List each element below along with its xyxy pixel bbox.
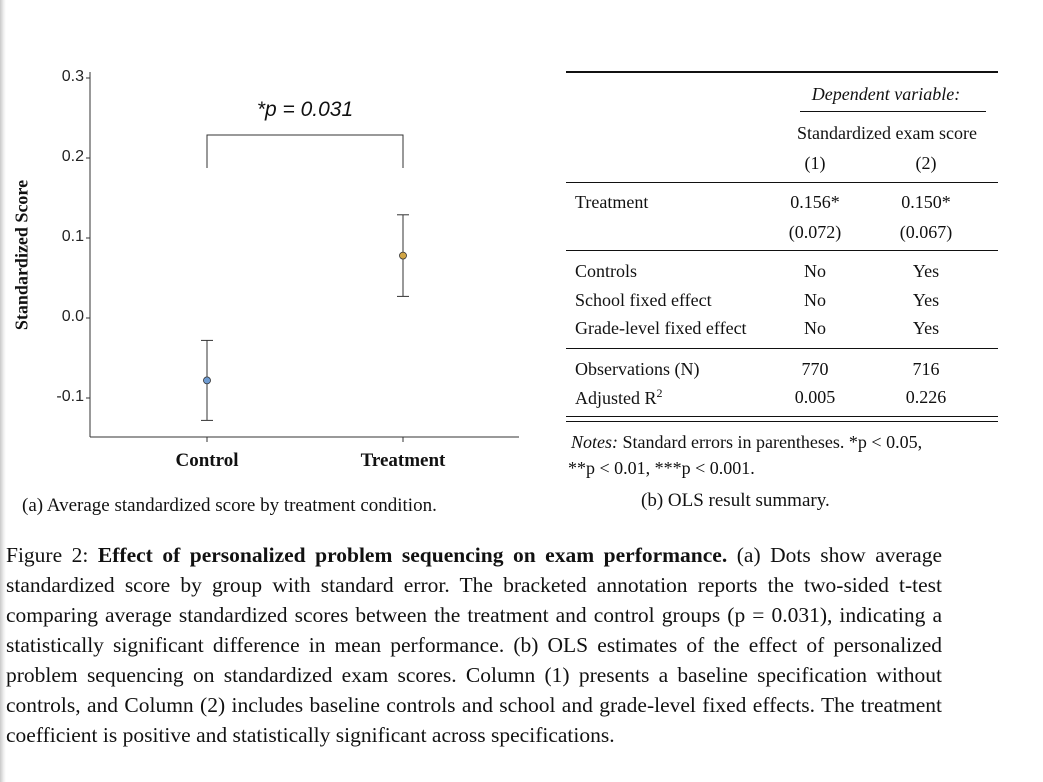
p-value-annotation: *p = 0.031 (256, 98, 354, 121)
dependent-variable-header: Dependent variable: (811, 84, 961, 104)
table-cell: 0.226 (905, 387, 947, 407)
table-cell: 0.005 (794, 387, 836, 407)
y-tick-label: -0.1 (56, 388, 84, 405)
table-bottom-rule-2 (566, 421, 998, 422)
notes-label: Notes: (571, 432, 618, 452)
table-cell: No (804, 261, 826, 281)
data-point-control (204, 377, 211, 384)
coef-value: 0.150* (901, 192, 951, 212)
table-cell: 770 (801, 359, 829, 379)
x-category-label: Treatment (360, 450, 446, 471)
row-label-grade-fe: Grade-level fixed effect (575, 318, 747, 338)
y-axis-label: Standardized Score (11, 179, 32, 331)
table-cell: Yes (912, 261, 940, 281)
caption-label: Figure 2: (6, 543, 89, 567)
figure-caption (6, 540, 942, 750)
adjusted-r-text: Adjusted R (575, 388, 657, 408)
row-label-observations: Observations (N) (575, 359, 700, 379)
controls-rule (566, 348, 998, 349)
dependent-variable-name: Standardized exam score (797, 123, 977, 143)
row-label-controls: Controls (575, 261, 638, 281)
table-cell: No (804, 290, 826, 310)
row-label-school-fe: School fixed effect (575, 290, 712, 310)
std-error-value: (0.067) (899, 222, 953, 242)
caption-body: (a) Dots show average standardized score by group with standard error. The bracketed annotation reports the two-sided t-test comparing average standardized scores between the treatment and control groups (p = 0.031), indicating a statistically significant difference in mean performance. (b) OLS estimates of the effect of personalized problem sequencing on standardized exam scores. Column (1) presents a baseline specification without controls, and Column (2) includes baseline controls and school and grade-level fixed effects. The treatment coefficient is positive and statistically significant across specifications. (6, 543, 943, 747)
std-error-value: (0.072) (788, 222, 842, 242)
y-tick-label: 0.0 (61, 308, 84, 325)
row-label-treatment: Treatment (575, 192, 649, 212)
header-rule (566, 182, 998, 183)
notes-text: Standard errors in parentheses. *p < 0.05, (622, 432, 923, 452)
chart-plot (0, 0, 560, 480)
table-top-rule (566, 71, 998, 73)
y-tick-label: 0.2 (61, 148, 84, 165)
table-cell: Yes (912, 290, 940, 310)
significance-bracket (207, 135, 403, 168)
coef-value: 0.156* (790, 192, 840, 212)
dep-var-underline (800, 111, 986, 112)
column-header: (2) (915, 153, 937, 173)
y-tick-label: 0.1 (61, 228, 84, 245)
r2-superscript: 2 (656, 386, 663, 400)
subcaption-a: (a) Average standardized score by treatment condition. (22, 495, 437, 516)
y-tick-label: 0.3 (61, 68, 84, 85)
table-notes-line2: **p < 0.01, ***p < 0.001. (568, 458, 755, 478)
data-point-treatment (400, 252, 407, 259)
subcaption-b: (b) OLS result summary. (641, 490, 830, 511)
table-cell: Yes (912, 318, 940, 338)
caption-title: Effect of personalized problem sequencing on exam performance. (97, 543, 728, 567)
column-header: (1) (804, 153, 826, 173)
table-bottom-rule (566, 416, 998, 417)
table-cell: No (804, 318, 826, 338)
table-cell: 716 (912, 359, 940, 379)
coef-rule (566, 250, 998, 251)
table-notes-line1 (571, 429, 922, 456)
row-label-adjusted-r2 (575, 386, 663, 409)
x-category-label: Control (175, 450, 239, 471)
